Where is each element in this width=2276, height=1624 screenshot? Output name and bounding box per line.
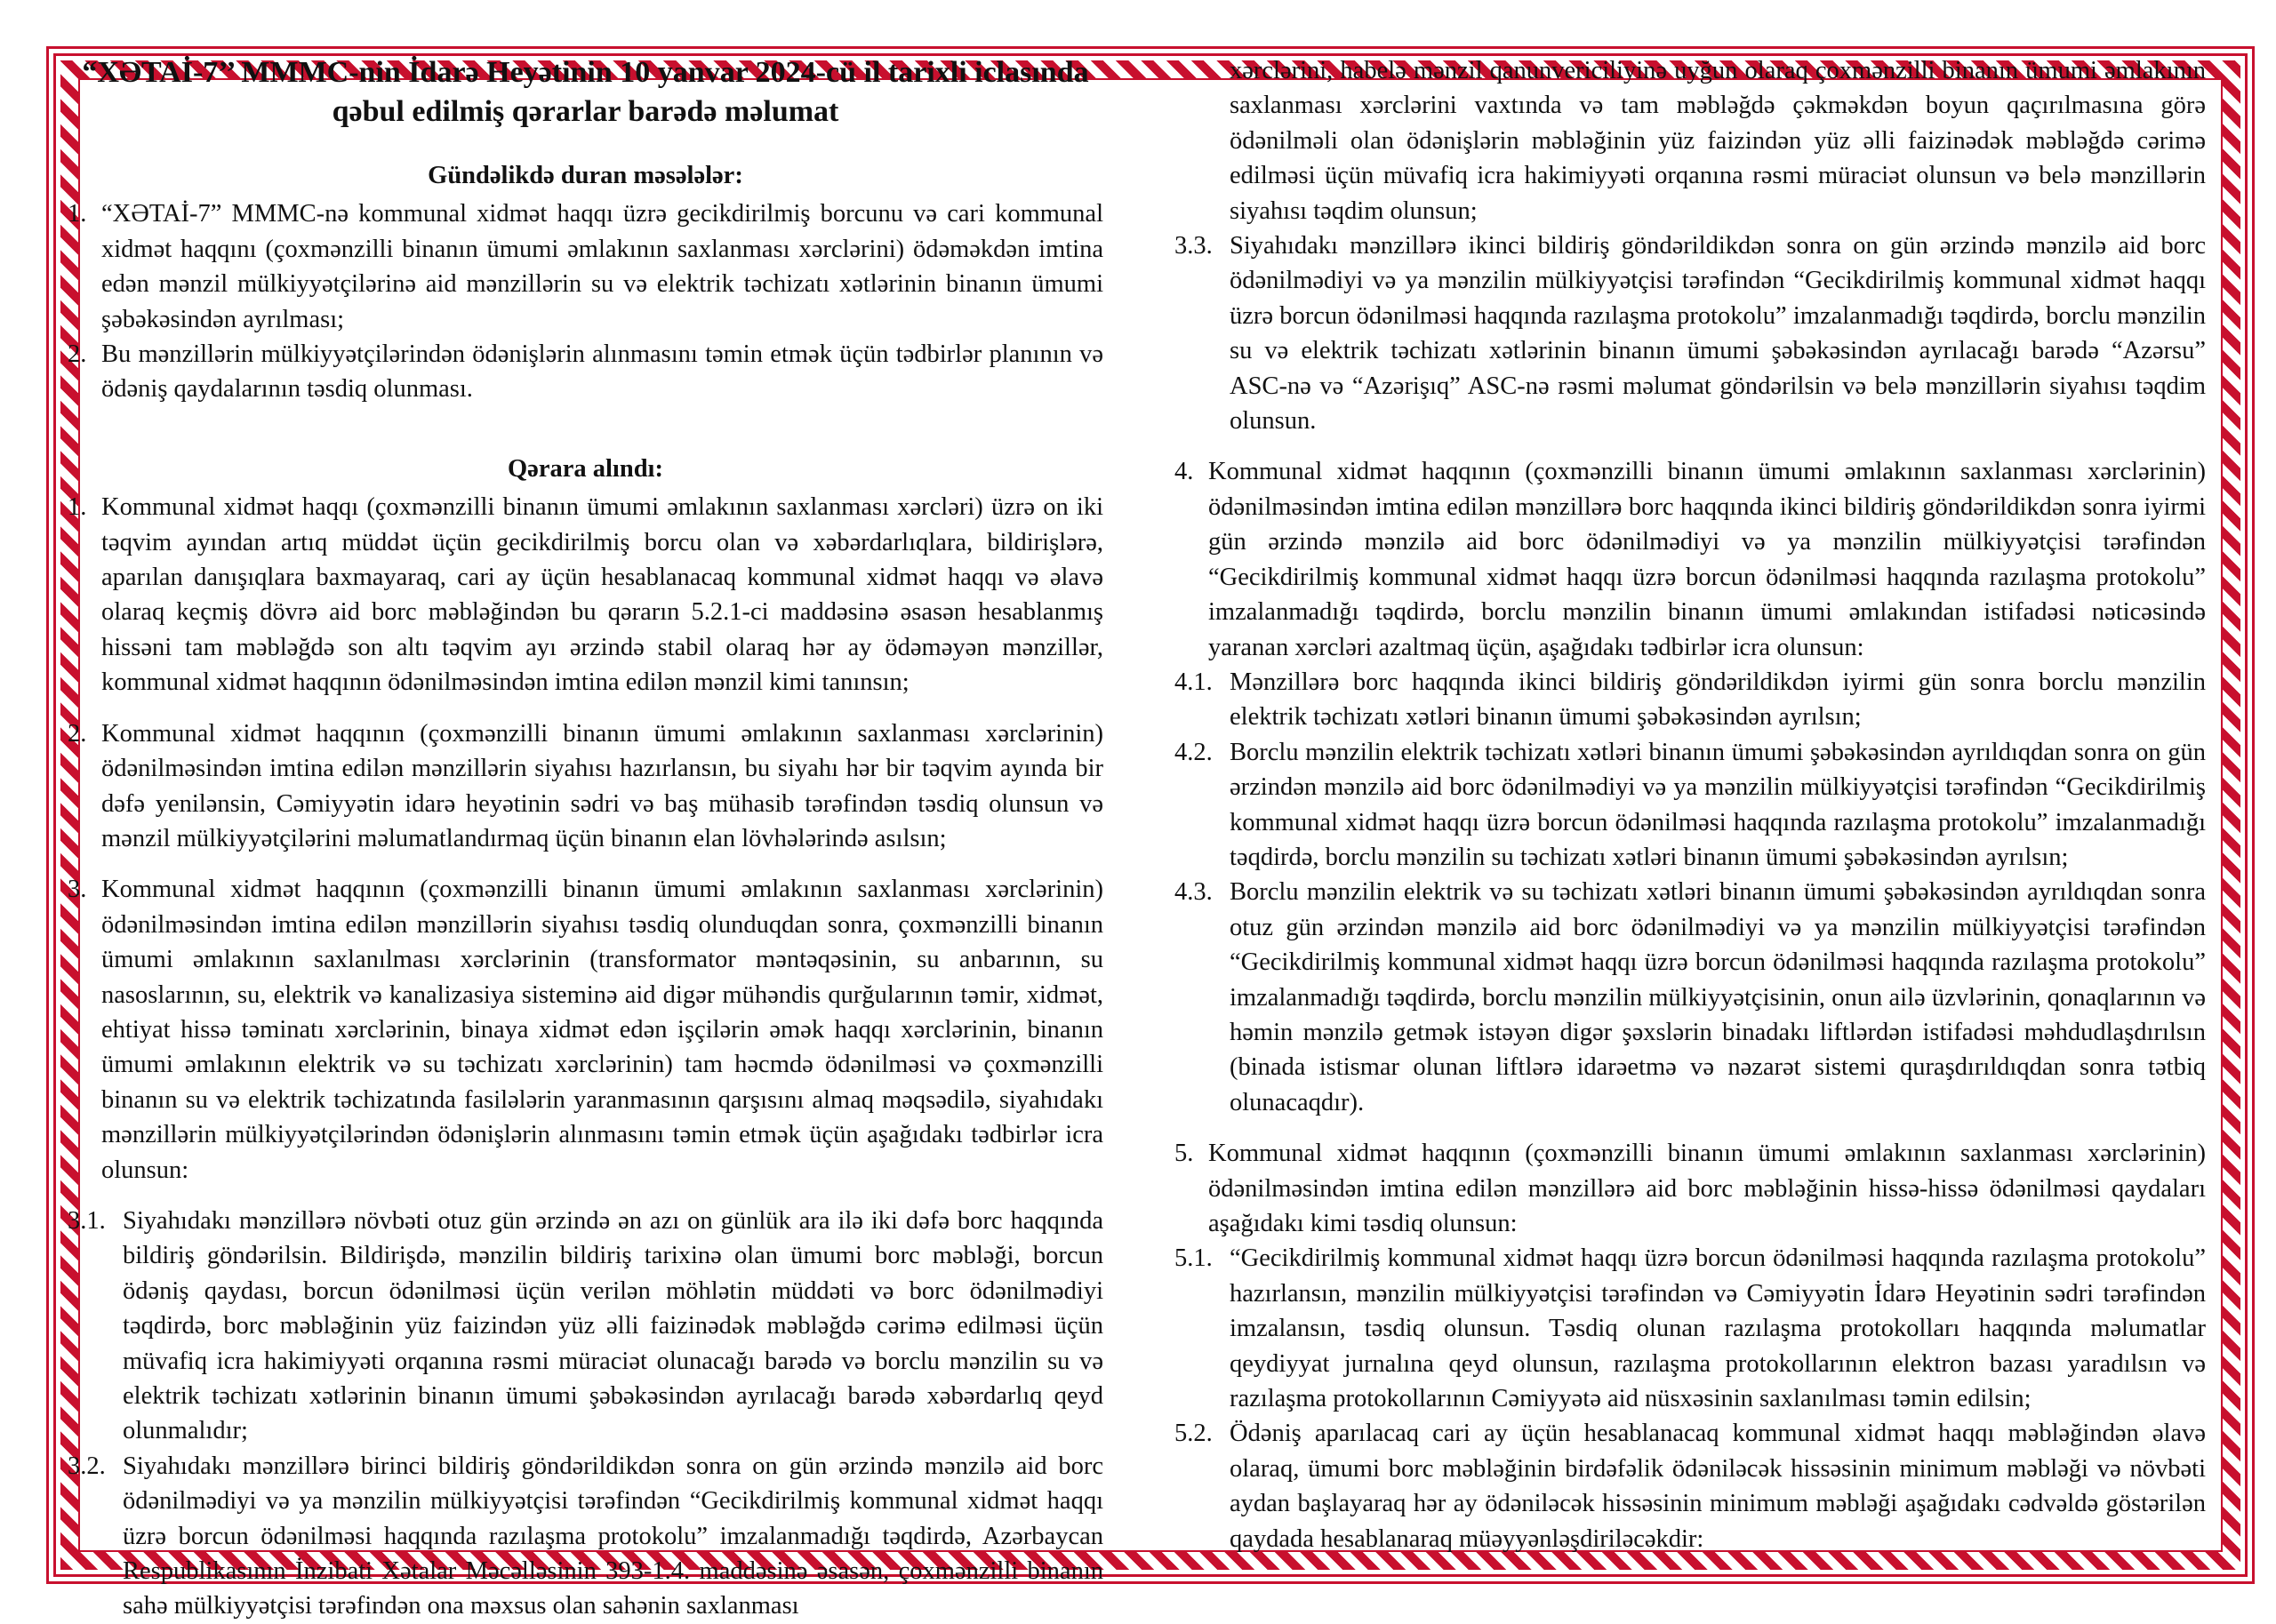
left-column (68, 53, 1103, 1624)
decision-item (68, 716, 1103, 857)
decision-subitem (68, 1204, 1103, 1449)
item-text: Siyahıdakı mənzillərə növbəti otuz gün ərzində ən azı on günlük ara ilə iki dəfə borc haqqında bildiriş göndərilsin. Bildirişdə, mənzilin bildiriş tarixinə olan ümumi borc məbləği, borcun ödəniş qaydası, borcun ödənilməsi üçün verilən möhlətin müddəti və borc ödənilmədiyi təqdirdə, borc məbləğinin yüz faizindən yüz əlli faizinədək məbləğdə cərimə edilməsi üçün müvafiq icra hakimiyyəti orqanına rəsmi müraciət olunacağı barədə və borclu mənzilin su və elektrik təchizatı xətlərinin binanın ümumi şəbəkəsindən ayrılacağı barədə xəbərdarlıq qeyd olunmalıdır; (123, 1206, 1103, 1445)
decision-item (1174, 454, 2206, 664)
document-title (68, 53, 1103, 132)
item-number: 2. (68, 719, 87, 748)
item-text: Borclu mənzilin elektrik təchizatı xətləri binanın ümumi şəbəkəsindən ayrıldıqdan sonra on gün ərzindən mənzilə aid borc ödənilmədiyi və ya mənzilin mülkiyyətçisi tərəfindən “Gecikdirilmiş kommunal xidmət haqqı üzrə borcun ödənilməsi haqqında razılaşma protokolu” imzalanmadığı təqdirdə, borclu mənzilin su təchizatı xətləri binanın ümumi şəbəkəsindən ayrılsın; (1230, 738, 2206, 871)
continuation-text: xərclərini, habelə mənzil qanunvericiliyinə uyğun olaraq çoxmənzilli binanın ümumi əmlakının saxlanması xərclərini vaxtında və tam məbləğdə çəkməkdən boyun qaçırılmasına görə ödənilməli olan ödənişlərin məbləğinin yüz faizindən yüz əlli faizinədək məbləğdə cərimə edilməsi üçün müvafiq icra hakimiyyəti orqanına rəsmi müraciət olunsun və belə mənzillərin siyahısı təqdim olunsun; (1230, 57, 2206, 225)
agenda-item (68, 196, 1103, 337)
agenda-heading: Gündəlikdə duran məsələlər: (428, 162, 743, 189)
item-number: 1. (68, 493, 87, 522)
decision-heading: Qərara alındı: (508, 454, 663, 483)
title-line-1: “XƏTAİ-7’’ MMMC-nin İdarə Heyətinin 10 yanvar 2024-cü il tarixli iclasında (82, 56, 1089, 89)
item-number: 1. (68, 200, 87, 228)
decision-item (68, 872, 1103, 1188)
item-text: “Gecikdirilmiş kommunal xidmət haqqı üzrə borcun ödənilməsi haqqında razılaşma protokolu” hazırlansın, mənzilin mülkiyyətçisi tərəfindən və Cəmiyyətin İdarə Heyətinin sədri tərəfindən imzalansın, təsdiq olunsun. Təsdiq olunan razılaşma protokolları haqqında məlumatlar qeydiyyat jurnalına qeyd olunsun, razılaşma protokollarının elektron bazası yaradılsın və razılaşma protokollarının Cəmiyyətə aid nüsxəsinin saxlanılması təmin edilsin; (1230, 1244, 2206, 1413)
item-text: Bu mənzillərin mülkiyyətçilərindən ödənişlərin alınmasını təmin etmək üçün tədbirlər planının və ödəniş qaydalarının təsdiq olunması. (101, 340, 1103, 404)
item-text: Mənzillərə borc haqqında ikinci bildiriş göndərildikdən iyirmi gün sonra borclu mənzilin elektrik təchizatı xətləri binanın ümumi şəbəkəsindən ayrılsın; (1230, 668, 2206, 732)
item-text: Siyahıdakı mənzillərə birinci bildiriş göndərildikdən sonra on gün ərzində mənzilə aid borc ödənilmədiyi və ya mənzilin mülkiyyətçisi tərəfindən “Gecikdirilmiş kommunal xidmət haqqı üzrə borcun ödənilməsi haqqında razılaşma protokolu” imzalanmadığı təqdirdə, Azərbaycan Respublikasının İnzibati Xətalar Məcəlləsinin 393-1.4. maddəsinə əsasən, çoxmənzilli binanın sahə mülkiyyətçisi tərəfindən ona məxsus olan sahənin saxlanması (123, 1452, 1103, 1620)
decision-continuation (1174, 53, 2206, 228)
decision-subitem (1174, 1416, 2206, 1556)
item-number: 3.1. (68, 1206, 106, 1235)
item-number: 4.2. (1174, 738, 1213, 766)
item-text: Kommunal xidmət haqqının (çoxmənzilli binanın ümumi əmlakının saxlanması xərclərinin) ödənilməsindən imtina edilən mənzillərin siyahısı təsdiq olunduqdan sonra, çoxmənzilli binanın ümumi əmlakının saxlanılması xərclərinin (transformator məntəqəsinin, su anbarının, su nasoslarının, su, elektrik və kanalizasiya sisteminə aid digər mühəndis qurğularının təmir, xidmət, ehtiyat hissə təminatı xərclərinin, binaya xidmət edən işçilərin əmək haqqı xərclərinin, binanın ümumi əmlakının elektrik və su təchizatı xərclərinin) tam həcmdə ödənilməsi və çoxmənzilli binanın su və elektrik təchizatında fasilələrin yaranmasının qarşısını almaq məqsədilə, siyahıdakı mənzillərin mülkiyyətçilərindən ödənişlərin alınmasını təmin etmək üçün aşağıdakı tədbirlər icra olunsun: (101, 876, 1103, 1184)
decision-subitem (68, 1449, 1103, 1624)
decision-item (68, 490, 1103, 700)
item-text: Kommunal xidmət haqqının (çoxmənzilli binanın ümumi əmlakının saxlanması xərclərinin) ödənilməsindən imtina edilən mənzillərin siyahısı hazırlansın, bu siyahı hər bir təqvim ayında bir dəfə yenilənsin, Cəmiyyətin idarə heyətinin sədri və baş mühasib tərəfindən təsdiq olunsun və mənzil mülkiyyətçilərini məlumatlandırmaq üçün binanın elan lövhələrində asılsın; (101, 719, 1103, 852)
item-number: 3.2. (68, 1452, 106, 1480)
item-text: Kommunal xidmət haqqının (çoxmənzilli binanın ümumi əmlakının saxlanması xərclərinin) ödənilməsindən imtina edilən mənzillərə borc haqqında ikinci bildiriş göndərildikdən sonra iyirmi gün ərzində mənzilə aid borc ödənilmədiyi və ya mənzilin mülkiyyətçisi tərəfindən “Gecikdirilmiş kommunal xidmət haqqı üzrə borcun ödənilməsi haqqında razılaşma protokolu” imzalanmadığı təqdirdə, borclu mənzilin binanın ümumi əmlakından istifadəsi nəticəsində yaranan xərcləri azaltmaq üçün, aşağıdakı tədbirlər icra olunsun: (1208, 458, 2206, 661)
item-text: “XƏTAİ-7” MMMC-nə kommunal xidmət haqqı üzrə gecikdirilmiş borcunu və cari kommunal xidmət haqqını (çoxmənzilli binanın ümumi əmlakının saxlanması xərclərini) ödəməkdən imtina edən mənzil mülkiyyətçilərinə aid mənzillərin su və elektrik təchizatı xətlərinin binanın ümumi şəbəkəsindən ayrılması; (101, 200, 1103, 333)
title-line-2: qəbul edilmiş qərarlar barədə məlumat (332, 95, 839, 128)
decision-subitem (1174, 665, 2206, 735)
item-text: Kommunal xidmət haqqının (çoxmənzilli binanın ümumi əmlakının saxlanması xərclərinin) ödənilməsindən imtina edilən mənzillərə aid borc məbləğinin hissə-hissə ödənilməsi qaydaları aşağıdakı kimi təsdiq olunsun: (1208, 1140, 2206, 1237)
item-number: 2. (68, 340, 87, 369)
item-text: Ödəniş aparılacaq cari ay üçün hesablanacaq kommunal xidmət haqqı məbləğindən əlavə olaraq, ümumi borc məbləğinin birdəfəlik ödəniləcək hissəsinin minimum məbləği və növbəti aydan başlayaraq hər ay ödəniləcək hissəsinin minimum məbləği aşağıdakı cədvəldə göstərilən qaydada hesablanaraq müəyyənləşdiriləcəkdir: (1230, 1420, 2206, 1553)
item-text: Kommunal xidmət haqqı (çoxmənzilli binanın ümumi əmlakının saxlanması xərcləri) üzrə on iki təqvim ayından artıq müddət üçün gecikdirilmiş borcu olan və xəbərdarlıqlara, bildirişlərə, aparılan danışıqlara baxmayaraq, cari ay üçün hesablanacaq kommunal xidmət haqqı və əlavə olaraq keçmiş dövrə aid borc məbləğindən bu qərarın 5.2.1-ci maddəsinə əsasən hesablanmış hissəni tam məbləğdə son altı təqvim ayı ərzində stabil olaraq hər ay ödəməyən mənzillər, kommunal xidmət haqqının ödənilməsindən imtina edilən mənzil kimi tanınsın; (101, 493, 1103, 697)
item-number: 5.2. (1174, 1420, 1213, 1448)
item-number: 5.1. (1174, 1244, 1213, 1273)
item-number: 4.1. (1174, 668, 1213, 696)
item-number: 4. (1174, 458, 1194, 486)
right-column (1174, 53, 2206, 1556)
decision-subitem (1174, 875, 2206, 1120)
item-number: 4.3. (1174, 878, 1213, 907)
decision-item (1174, 1136, 2206, 1241)
item-text: Borclu mənzilin elektrik və su təchizatı xətləri binanın ümumi şəbəkəsindən ayrıldıqdan sonra otuz gün ərzindən mənzilə aid borc ödənilmədiyi və ya mənzilin mülkiyyətçisi tərəfindən “Gecikdirilmiş kommunal xidmət haqqı üzrə borcun ödənilməsi haqqında razılaşma protokolu” imzalanmadığı təqdirdə, borclu mənzilin mülkiyyətçisinin, onun ailə üzvlərinin, qonaqlarının və həmin mənzilə getmək istəyən digər şəxslərin binadakı liftlərdən istifadəsi məhdudlaşdırılsın (binada istismar olunan liftlərə idarəetmə və nəzarət sistemi quraşdırıldıqdan sonra tətbiq olunacaqdır). (1230, 878, 2206, 1116)
item-number: 3.3. (1174, 232, 1213, 260)
item-number: 3. (68, 876, 87, 904)
decision-subitem (1174, 735, 2206, 876)
document-page (68, 53, 2210, 1620)
decision-subitem (1174, 1241, 2206, 1416)
agenda-item (68, 337, 1103, 407)
item-text: Siyahıdakı mənzillərə ikinci bildiriş göndərildikdən sonra on gün ərzində mənzilə aid borc ödənilmədiyi və ya mənzilin mülkiyyətçisi tərəfindən “Gecikdirilmiş kommunal xidmət haqqı üzrə borcun ödənilməsi haqqında razılaşma protokolu” imzalanmadığı təqdirdə, borclu mənzilin su və elektrik təchizatı xətlərinin binanın ümumi şəbəkəsindən ayrılacağı barədə “Azərsu” ASC-nə və “Azərişıq” ASC-nə rəsmi məlumat göndərilsin və belə mənzillərin siyahısı təqdim olunsun. (1230, 232, 2206, 436)
item-number: 5. (1174, 1140, 1194, 1168)
decision-subitem (1174, 228, 2206, 438)
